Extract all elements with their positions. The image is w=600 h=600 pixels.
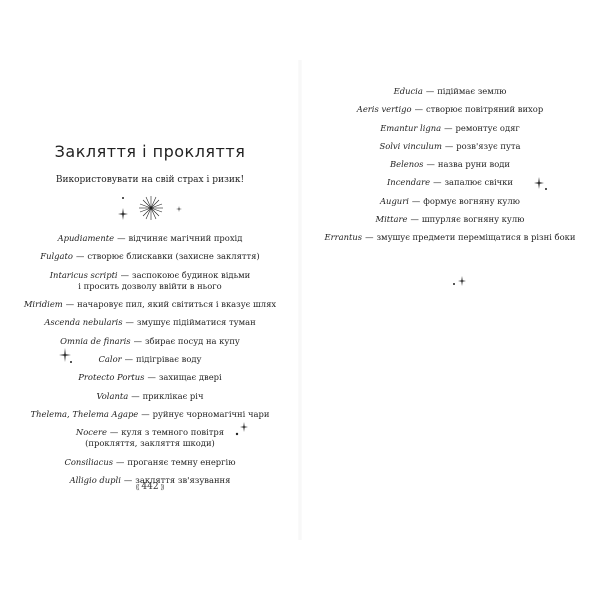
tiny-dot-icon <box>121 196 125 200</box>
right-page <box>300 0 600 600</box>
tiny-dot-icon <box>176 206 182 212</box>
page-number: ⸨ 442 ⸩ <box>135 482 165 492</box>
tiny-dot-icon <box>544 187 548 191</box>
list-item: Auguri — формує вогняну кулю <box>380 195 520 206</box>
list-item: Ascenda nebularis — змушує підійматися туман <box>44 317 256 328</box>
list-item: Aeris vertigo — створює повітряний вихор <box>356 104 544 115</box>
list-item: Solvi vinculum — розв'язує пута <box>379 140 521 151</box>
sparkle-star-icon <box>118 208 128 220</box>
list-item: Emantur ligna — ремонтує одяг <box>380 122 520 133</box>
list-item: Alligio dupli — закляття зв'язування <box>69 474 231 485</box>
list-item: Nocere — куля з темного повітря (прокляття, закляття шкоди) <box>75 427 225 449</box>
list-item: Protecto Portus — захищає двері <box>78 372 222 383</box>
sparkle-star-icon <box>534 177 544 189</box>
list-item: Consiliacus — проганяє темну енергію <box>64 456 236 467</box>
spell-list <box>0 233 300 493</box>
list-item: Belenos — назва руни води <box>390 159 510 170</box>
list-item: Educia — підіймає землю <box>393 86 507 96</box>
spell-list <box>300 86 600 251</box>
page-number-ornament-right: ⸩ <box>160 483 165 491</box>
list-item: Mittare — шпурляє вогняну кулю <box>375 214 525 225</box>
list-item: Apudiamente — відчиняє магічний прохід <box>57 233 243 243</box>
list-item: Volanta — приклікає річ <box>96 390 204 401</box>
list-item: Incendare — запалює свічки <box>387 177 513 188</box>
page-subtitle: Використовувати на свій страх і ризик! <box>55 175 245 185</box>
list-item: Thelema, Thelema Agape — руйнує чорномагічні чари <box>30 408 270 419</box>
list-item: Errantus — змушує предмети переміщатися в різні боки <box>324 232 576 243</box>
list-item: Calor — підігріває воду <box>98 353 202 364</box>
sparkle-star-icon <box>458 276 466 286</box>
starburst-ornament-icon <box>128 194 174 224</box>
tiny-dot-icon <box>452 282 456 286</box>
list-item: Miridiem — начаровує пил, який світиться і вказує шлях <box>23 299 277 310</box>
list-item: Omnia de finaris — збирає посуд на купу <box>60 335 240 346</box>
page-title: Закляття і прокляття <box>54 142 246 161</box>
page-number-ornament-left: ⸨ <box>135 483 140 491</box>
list-item: Fulgato — створює блискавки (захисне закляття) <box>40 251 260 262</box>
list-item: Intaricus scripti — заспокоює будинок відьми і просить дозволу ввійти в нього <box>49 269 251 291</box>
